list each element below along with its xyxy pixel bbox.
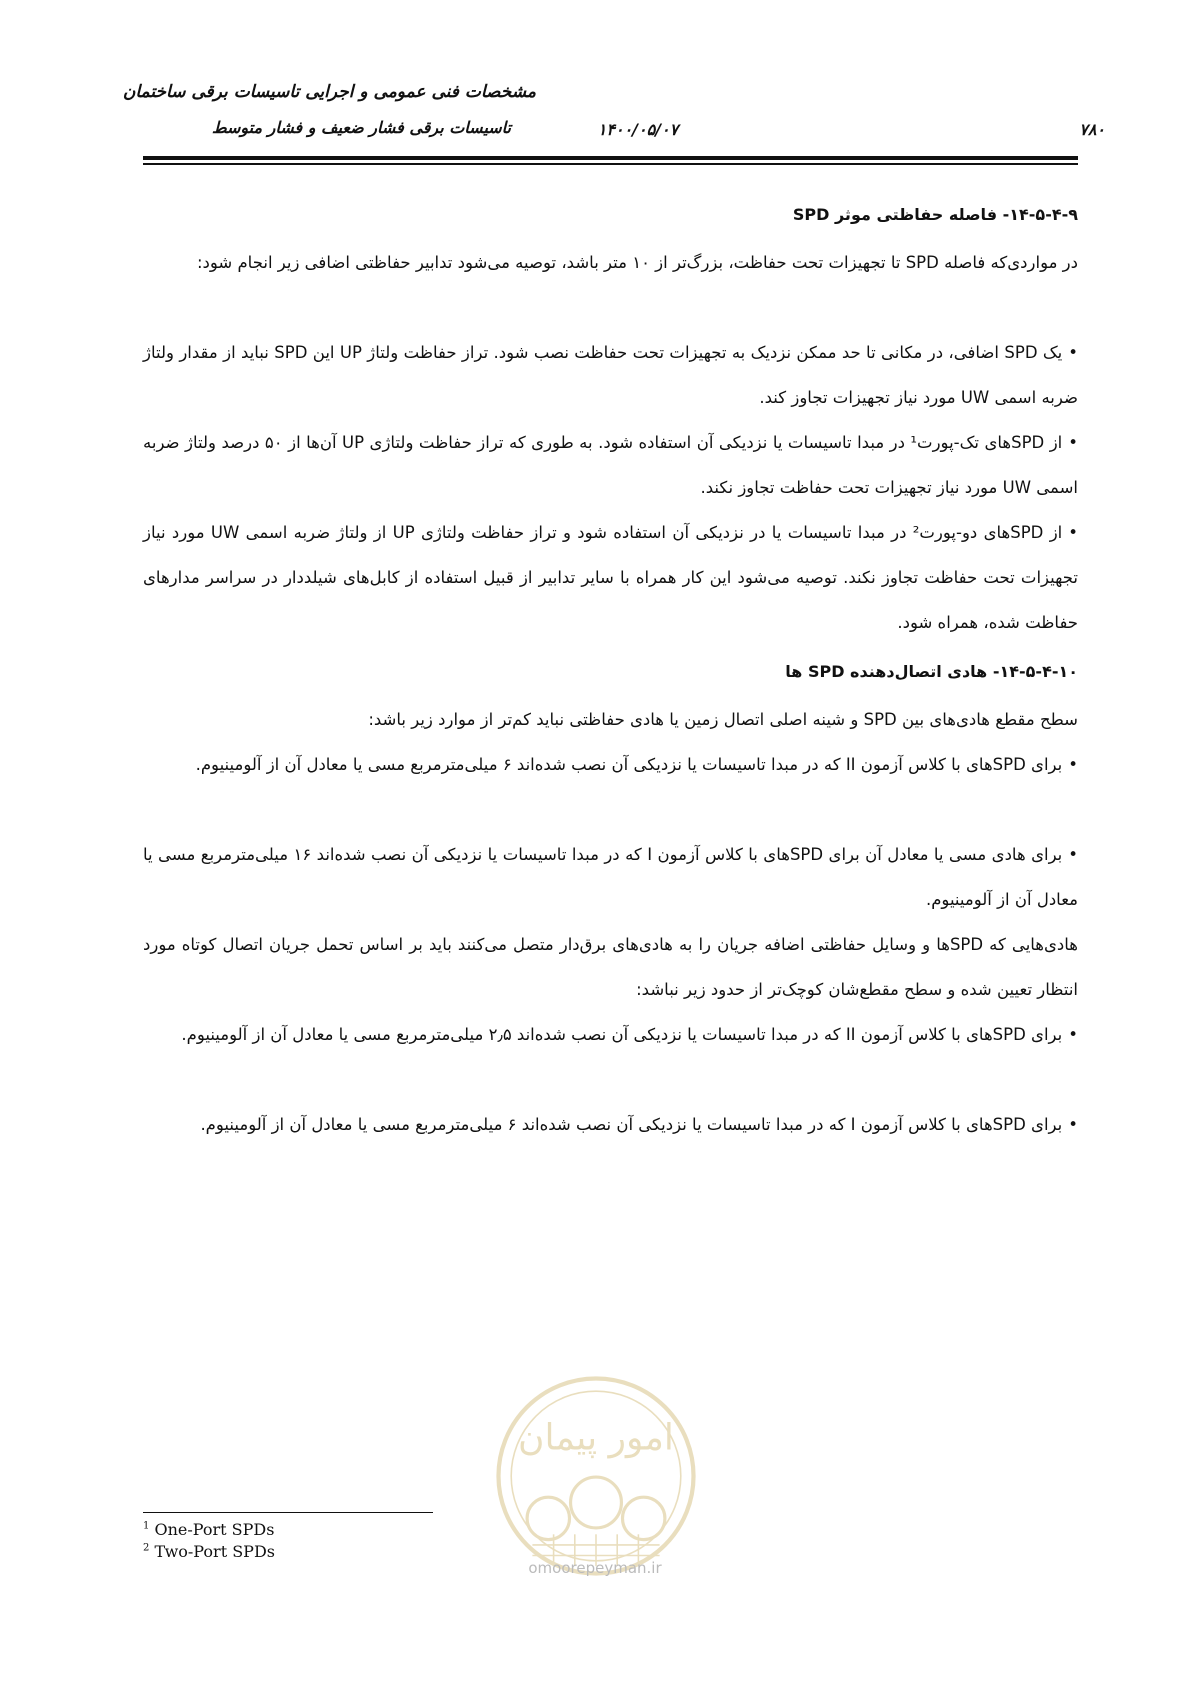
bullet-icon: • xyxy=(1068,845,1079,864)
header-rule-thick xyxy=(143,156,1078,160)
section2-bullet-b1: •برای SPDهای با کلاس آزمون II که در مبدا تاسیسات یا نزدیکی آن نصب شده‌اند ۲٫۵ میلی‌مترمربع مسی یا معادل آن از آلومینیوم. xyxy=(181,1025,1078,1044)
section2-bullet-a1: •برای SPDهای با کلاس آزمون II که در مبدا تاسیسات یا نزدیکی آن نصب شده‌اند ۶ میلی‌مترمربع مسی یا معادل آن از آلومینیوم. xyxy=(195,755,1078,774)
bullet-icon: • xyxy=(1068,755,1078,774)
bullet-icon: • xyxy=(1068,523,1078,542)
bullet-icon: • xyxy=(1068,433,1078,452)
footnote-2: $^2$ Two-Port SPDs xyxy=(143,1542,275,1561)
footnote-1: $^1$ One-Port SPDs xyxy=(143,1520,275,1539)
section1-bullet-3: •از SPDهای دو-پورت² در مبدا تاسیسات یا در نزدیکی آن استفاده شود و تراز حفاظت ولتاژی UP از ولتاژ ضربه اسمی UW مورد نیاز تجهیزات تحت حفاظت تجاوز نکند. توصیه می‌شود این کار همراه با سایر تدابیر از قبیل استفاده از کابل‌های شیلددار در سراسر مدارهای حفاظت شده، همراه شود. xyxy=(143,523,1078,632)
section2-middle: هادی‌هایی که SPDها و وسایل حفاظتی اضافه جریان را به هادی‌های برق‌دار متصل می‌کنند باید بر اساس تحمل جریان اتصال کوتاه مورد انتظار تعیین شده و سطح مقطع‌شان کوچک‌تر از حدود زیر نباشد: xyxy=(143,935,1079,999)
bullet-icon: • xyxy=(1068,343,1078,362)
page-number: ۷۸۰ xyxy=(1079,120,1105,139)
section-heading-1: ۱۴-۵-۴-۹- فاصله حفاظتی موثر SPD xyxy=(792,205,1078,224)
section1-bullet-1: •یک SPD اضافی، در مکانی تا حد ممکن نزدیک به تجهیزات تحت حفاظت نصب شود. تراز حفاظت ولتاژ UP این SPD نباید از مقدار ولتاژ ضربه اسمی UW مورد نیاز تجهیزات تجاوز کند. xyxy=(143,343,1078,407)
footnote-rule xyxy=(143,1512,433,1513)
section-heading-2: ۱۴-۵-۴-۱۰- هادی اتصال‌دهنده SPD ها xyxy=(785,662,1078,681)
section2-bullet-b2: •برای SPDهای با کلاس آزمون I که در مبدا تاسیسات یا نزدیکی آن نصب شده‌اند ۶ میلی‌مترمربع مسی یا معادل آن از آلومینیوم. xyxy=(200,1115,1078,1134)
header-title: مشخصات فنی عمومی و اجرایی تاسیسات برقی ساختمان xyxy=(122,82,536,102)
section1-intro: در مواردی‌که فاصله SPD تا تجهیزات تحت حفاظت، بزرگ‌تر از ۱۰ متر باشد، توصیه می‌شود تدابیر حفاظتی اضافی زیر انجام شود: xyxy=(196,253,1078,272)
bullet-icon: • xyxy=(1068,1115,1078,1134)
bullet-icon: • xyxy=(1068,1025,1078,1044)
header-subtitle: تاسیسات برقی فشار ضعیف و فشار متوسط xyxy=(211,118,511,137)
watermark-seal-icon xyxy=(490,1370,702,1582)
section1-bullet-2: •از SPDهای تک-پورت¹ در مبدا تاسیسات یا نزدیکی آن استفاده شود. به طوری که تراز حفاظت ولتاژی UP آن‌ها از ۵۰ درصد ولتاژ ضربه اسمی UW مورد نیاز تجهیزات تحت حفاظت تجاوز نکند. xyxy=(143,433,1078,497)
watermark-url: omoorepeyman.ir xyxy=(528,1559,662,1577)
header-date: ۱۴۰۰/۰۵/۰۷ xyxy=(597,120,679,139)
section2-intro: سطح مقطع هادی‌های بین SPD و شینه اصلی اتصال زمین یا هادی حفاظتی نباید کم‌تر از موارد زیر باشد: xyxy=(368,710,1078,729)
header-rule-thin xyxy=(143,163,1078,165)
watermark-logo-text: امور پیمان xyxy=(518,1417,674,1459)
section2-bullet-a2: •برای هادی مسی یا معادل آن برای SPDهای با کلاس آزمون I که در مبدا تاسیسات یا نزدیکی آن نصب شده‌اند ۱۶ میلی‌مترمربع مسی یا معادل آن از آلومینیوم. xyxy=(143,845,1079,909)
